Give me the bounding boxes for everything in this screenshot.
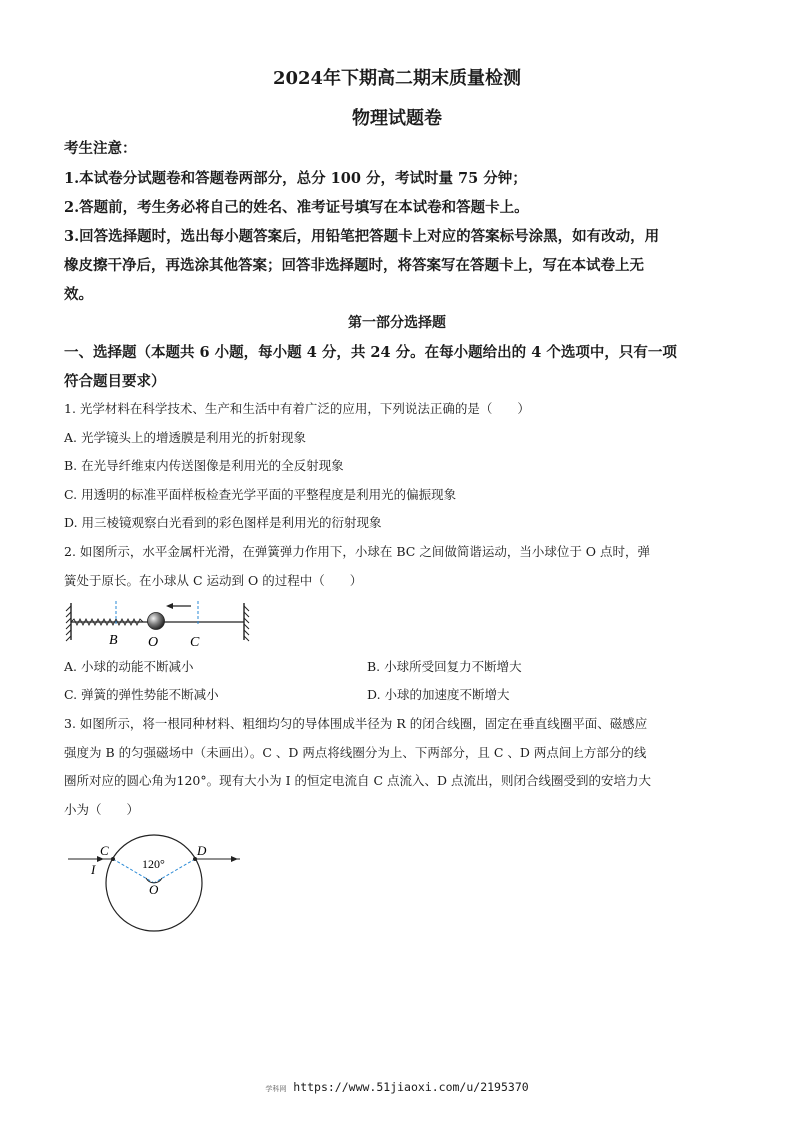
q2-stem-line-1: 2. 如图所示，水平金属杆光滑，在弹簧弹力作用下，小球在 BC 之间做简谐运动，当小球位于 O 点时，弹 [64,544,651,559]
q2-stem-line-2: 簧处于原长。在小球从 C 运动到 O 的过程中（ ） [64,573,363,588]
q1-option-b: B. 在光导纤维束内传送图像是利用光的全反射现象 [64,458,344,473]
point-c [111,857,115,861]
q2-spring-figure [60,596,260,650]
footer-url-link[interactable]: https://www.51jiaoxi.com/u/2195370 [293,1080,529,1094]
q1-stem: 1. 光学材料在科学技术、生产和生活中有着广泛的应用，下列说法正确的是（ ） [64,401,530,416]
label-d: D [197,843,207,858]
q1-option-a: A. 光学镜头上的增透膜是利用光的折射现象 [64,430,306,445]
label-angle: 120° [142,857,165,871]
left-arrow-icon [166,603,191,609]
q2-option-d: D. 小球的加速度不断增大 [367,687,510,702]
q3-stem-line-1: 3. 如图所示，将一根同种材料、粗细均匀的导体围成半径为 R 的闭合线圈，固定在垂直线圈平面、磁感应 [64,716,648,731]
label-c: C [190,635,200,650]
label-o: O [148,635,159,650]
notice-item-2: 2.答题前，考生务必将自己的姓名、准考证号填写在本试卷和答题卡上。 [64,199,529,216]
left-wall [66,603,71,641]
right-wall [244,603,249,641]
notice-item-3-line-1: 3.回答选择题时，选出每小题答案后，用铅笔把答题卡上对应的答案标号涂黑，如有改动，用 [64,228,660,245]
part-heading: 第一部分选择题 [348,315,446,331]
section-heading-line-2: 符合题目要求） [64,373,166,390]
label-c: C [100,843,109,858]
q1-option-d: D. 用三棱镜观察白光看到的彩色图样是利用光的衍射现象 [64,515,382,530]
footer-prefix: 学科网 [265,1085,287,1093]
q2-option-a: A. 小球的动能不断减小 [64,659,194,674]
q2-option-c: C. 弹簧的弹性势能不断减小 [64,687,219,702]
page-title: 2024年下期高二期末质量检测 [272,68,522,89]
q1-option-c: C. 用透明的标准平面样板检查光学平面的平整程度是利用光的偏振现象 [64,487,457,502]
q3-stem-line-2: 强度为 B 的匀强磁场中（未画出）。C 、D 两点将线圈分为上、下两部分，且 C 、D 两点间上方部分的线 [64,745,647,760]
q2-option-b: B. 小球所受回复力不断增大 [367,659,522,674]
notice-item-1: 1.本试卷分试题卷和答题卷两部分，总分 100 分，考试时量 75 分钟； [64,170,527,187]
page-subtitle: 物理试题卷 [352,108,442,129]
label-b: B [109,633,118,648]
ball [148,613,165,630]
section-heading-line-1: 一、选择题（本题共 6 小题，每小题 4 分，共 24 分。在每小题给出的 4 个选项中，只有一项 [64,344,677,361]
notice-item-3-line-3: 效。 [64,286,93,303]
notice-heading: 考生注意： [64,140,137,157]
notice-item-3-line-2: 橡皮擦干净后，再选涂其他答案；回答非选择题时，将答案写在答题卡上，写在本试卷上无 [64,257,644,274]
q3-stem-line-4: 小为（ ） [64,802,140,817]
footer [0,1080,794,1094]
arrow-right-icon [231,856,238,862]
q3-coil-figure [64,832,244,934]
q3-stem-line-3: 圈所对应的圆心角为120°。现有大小为 I 的恒定电流自 C 点流入、D 点流出，则闭合线圈受到的安培力大 [64,773,652,788]
label-i: I [91,862,96,877]
label-o: O [149,882,159,897]
